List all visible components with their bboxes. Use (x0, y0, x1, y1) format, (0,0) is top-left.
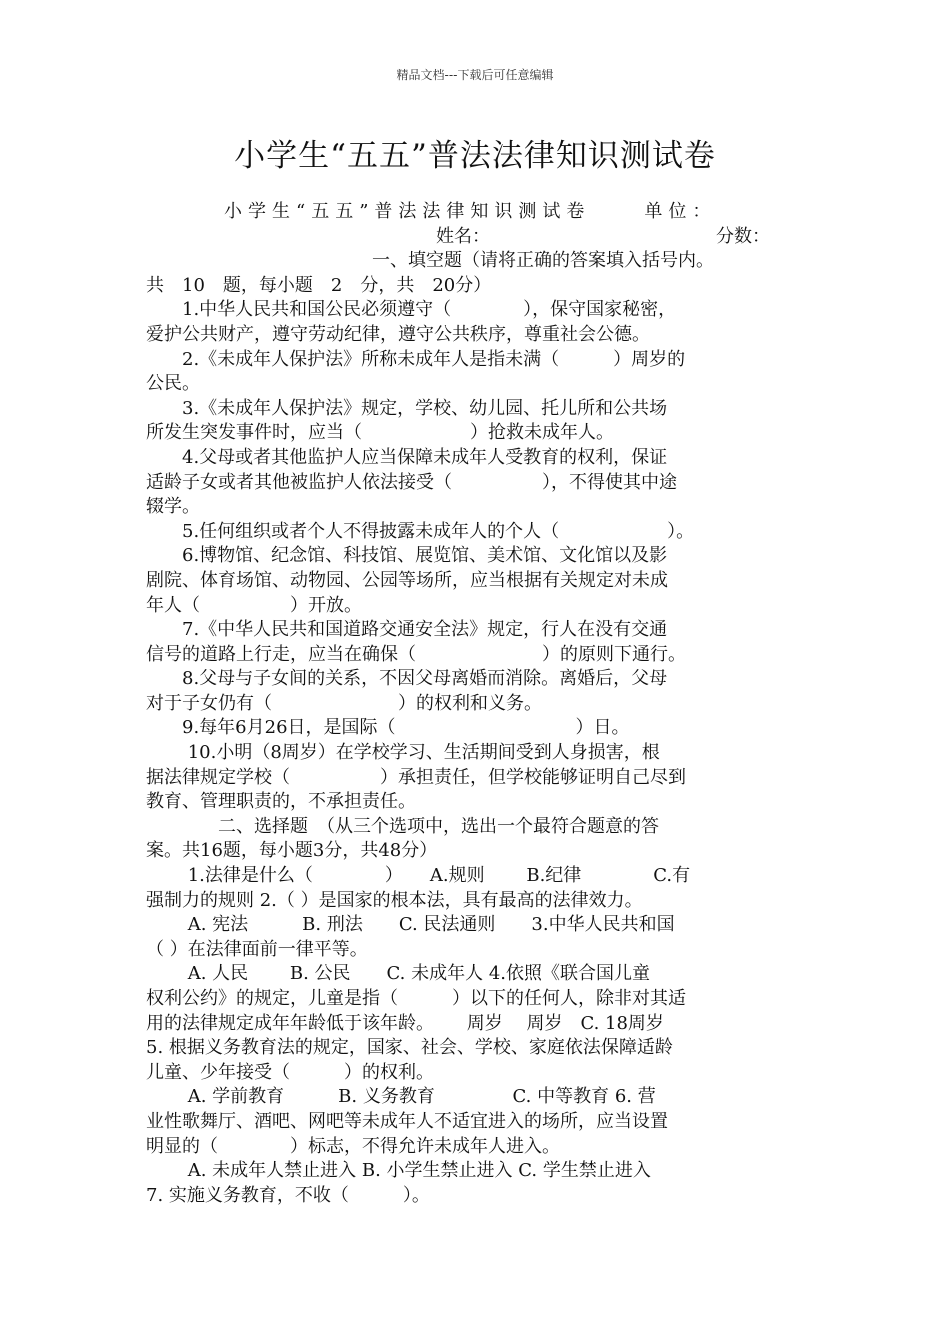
header-note: 精品文档---下载后可任意编辑 (396, 68, 554, 82)
text-line: 1.中华人民共和国公民必须遵守（ ），保守国家秘密， (146, 299, 677, 321)
text-line: 9.每年6月26日，是国际（ ）日。 (146, 717, 630, 739)
document-body (146, 200, 810, 1208)
text-line: 10.小明（8周岁）在学校学习、生活期间受到人身损害，根 (146, 742, 660, 764)
text-line: 适龄子女或者其他被监护人依法接受（ ），不得使其中途 (146, 471, 677, 493)
section1-heading: 一、填空题（请将正确的答案填入括号内。 (372, 250, 714, 272)
text-line: 业性歌舞厅、酒吧、网吧等未成年人不适宜进入的场所，应当设置 (146, 1110, 668, 1132)
text-line: 公民。 (146, 373, 200, 395)
section1-heading-cont: 共 10 题，每小题 2 分，共 20分） (146, 274, 492, 296)
subtitle-line (146, 200, 810, 225)
text-line: 爱护公共财产，遵守劳动纪律，遵守公共秩序，尊重社会公德。 (146, 323, 650, 345)
text-line: 权利公约》的规定，儿童是指（ ）以下的任何人，除非对其适 (146, 988, 686, 1009)
text-line: 所发生突发事件时，应当（ ）抢救未成年人。 (146, 422, 614, 444)
unit-label: 单位： (644, 201, 717, 222)
text-line: 案。共16题，每小题3分，共48分） (146, 840, 438, 862)
text-line: 7. 实施义务教育，不收（ ）。 (146, 1184, 430, 1206)
text-line: 年人（ ）开放。 (146, 594, 362, 616)
text-line: 儿童、少年接受（ ）的权利。 (146, 1061, 434, 1083)
text-line: 辍学。 (146, 496, 200, 518)
text-line: 信号的道路上行走，应当在确保（ ）的原则下通行。 (146, 643, 686, 665)
question-lines (146, 298, 810, 1208)
text-line: 强制力的规则 2.（ ）是国家的根本法，具有最高的法律效力。 (146, 889, 643, 911)
text-line: 教育、管理职责的，不承担责任。 (146, 791, 416, 813)
text-line: 8.父母与子女间的关系，不因父母离婚而消除。离婚后，父母 (146, 668, 668, 690)
name-label: 姓名： (436, 225, 490, 247)
text-line: 用的法律规定成年年龄低于该年龄。 周岁 周岁 C. 18周岁 (146, 1012, 664, 1034)
subtitle-title: 小学生“五五”普法法律知识测试卷 (224, 201, 591, 222)
text-line: 1.法律是什么（ ） A.规则 B.纪律 C.有 (146, 865, 691, 887)
text-line: （ ）在法律面前一律平等。 (146, 938, 368, 960)
text-line: 6.博物馆、纪念馆、科技馆、展览馆、美术馆、文化馆以及影 (146, 545, 668, 567)
text-line: 5. 根据义务教育法的规定，国家、社会、学校、家庭依法保障适龄 (146, 1037, 673, 1059)
text-line: 据法律规定学校（ ）承担责任，但学校能够证明自己尽到 (146, 766, 686, 788)
text-line: 5.任何组织或者个人不得披露未成年人的个人（ ）。 (146, 520, 695, 542)
text-line: A. 人民 B. 公民 C. 未成年人 4.依照《联合国儿童 (146, 963, 651, 985)
text-line: 2.《未成年人保护法》所称未成年人是指未满（ ）周岁的 (146, 348, 686, 370)
text-line: A. 宪法 B. 刑法 C. 民法通则 3.中华人民共和国 (146, 914, 675, 936)
text-line: 明显的（ ）标志，不得允许未成年人进入。 (146, 1135, 560, 1157)
page-title: 小学生“五五”普法法律知识测试卷 (234, 138, 716, 174)
name-score-line (146, 225, 810, 250)
text-line: 剧院、体育场馆、动物园、公园等场所，应当根据有关规定对未成 (146, 569, 668, 591)
text-line: A. 学前教育 B. 义务教育 C. 中等教育 6. 营 (146, 1086, 656, 1108)
text-line: 3.《未成年人保护法》规定，学校、幼儿园、托儿所和公共场 (146, 397, 668, 419)
text-line: 7.《中华人民共和国道路交通安全法》规定，行人在没有交通 (146, 619, 668, 641)
text-line: A. 未成年人禁止进入 B. 小学生禁止进入 C. 学生禁止进入 (146, 1160, 651, 1182)
text-line: 4.父母或者其他监护人应当保障未成年人受教育的权利，保证 (146, 446, 668, 468)
score-label: 分数： (716, 225, 770, 247)
text-line: 二、选择题 （从三个选项中，选出一个最符合题意的答 (146, 815, 659, 837)
text-line: 对于子女仍有（ ）的权利和义务。 (146, 692, 542, 714)
